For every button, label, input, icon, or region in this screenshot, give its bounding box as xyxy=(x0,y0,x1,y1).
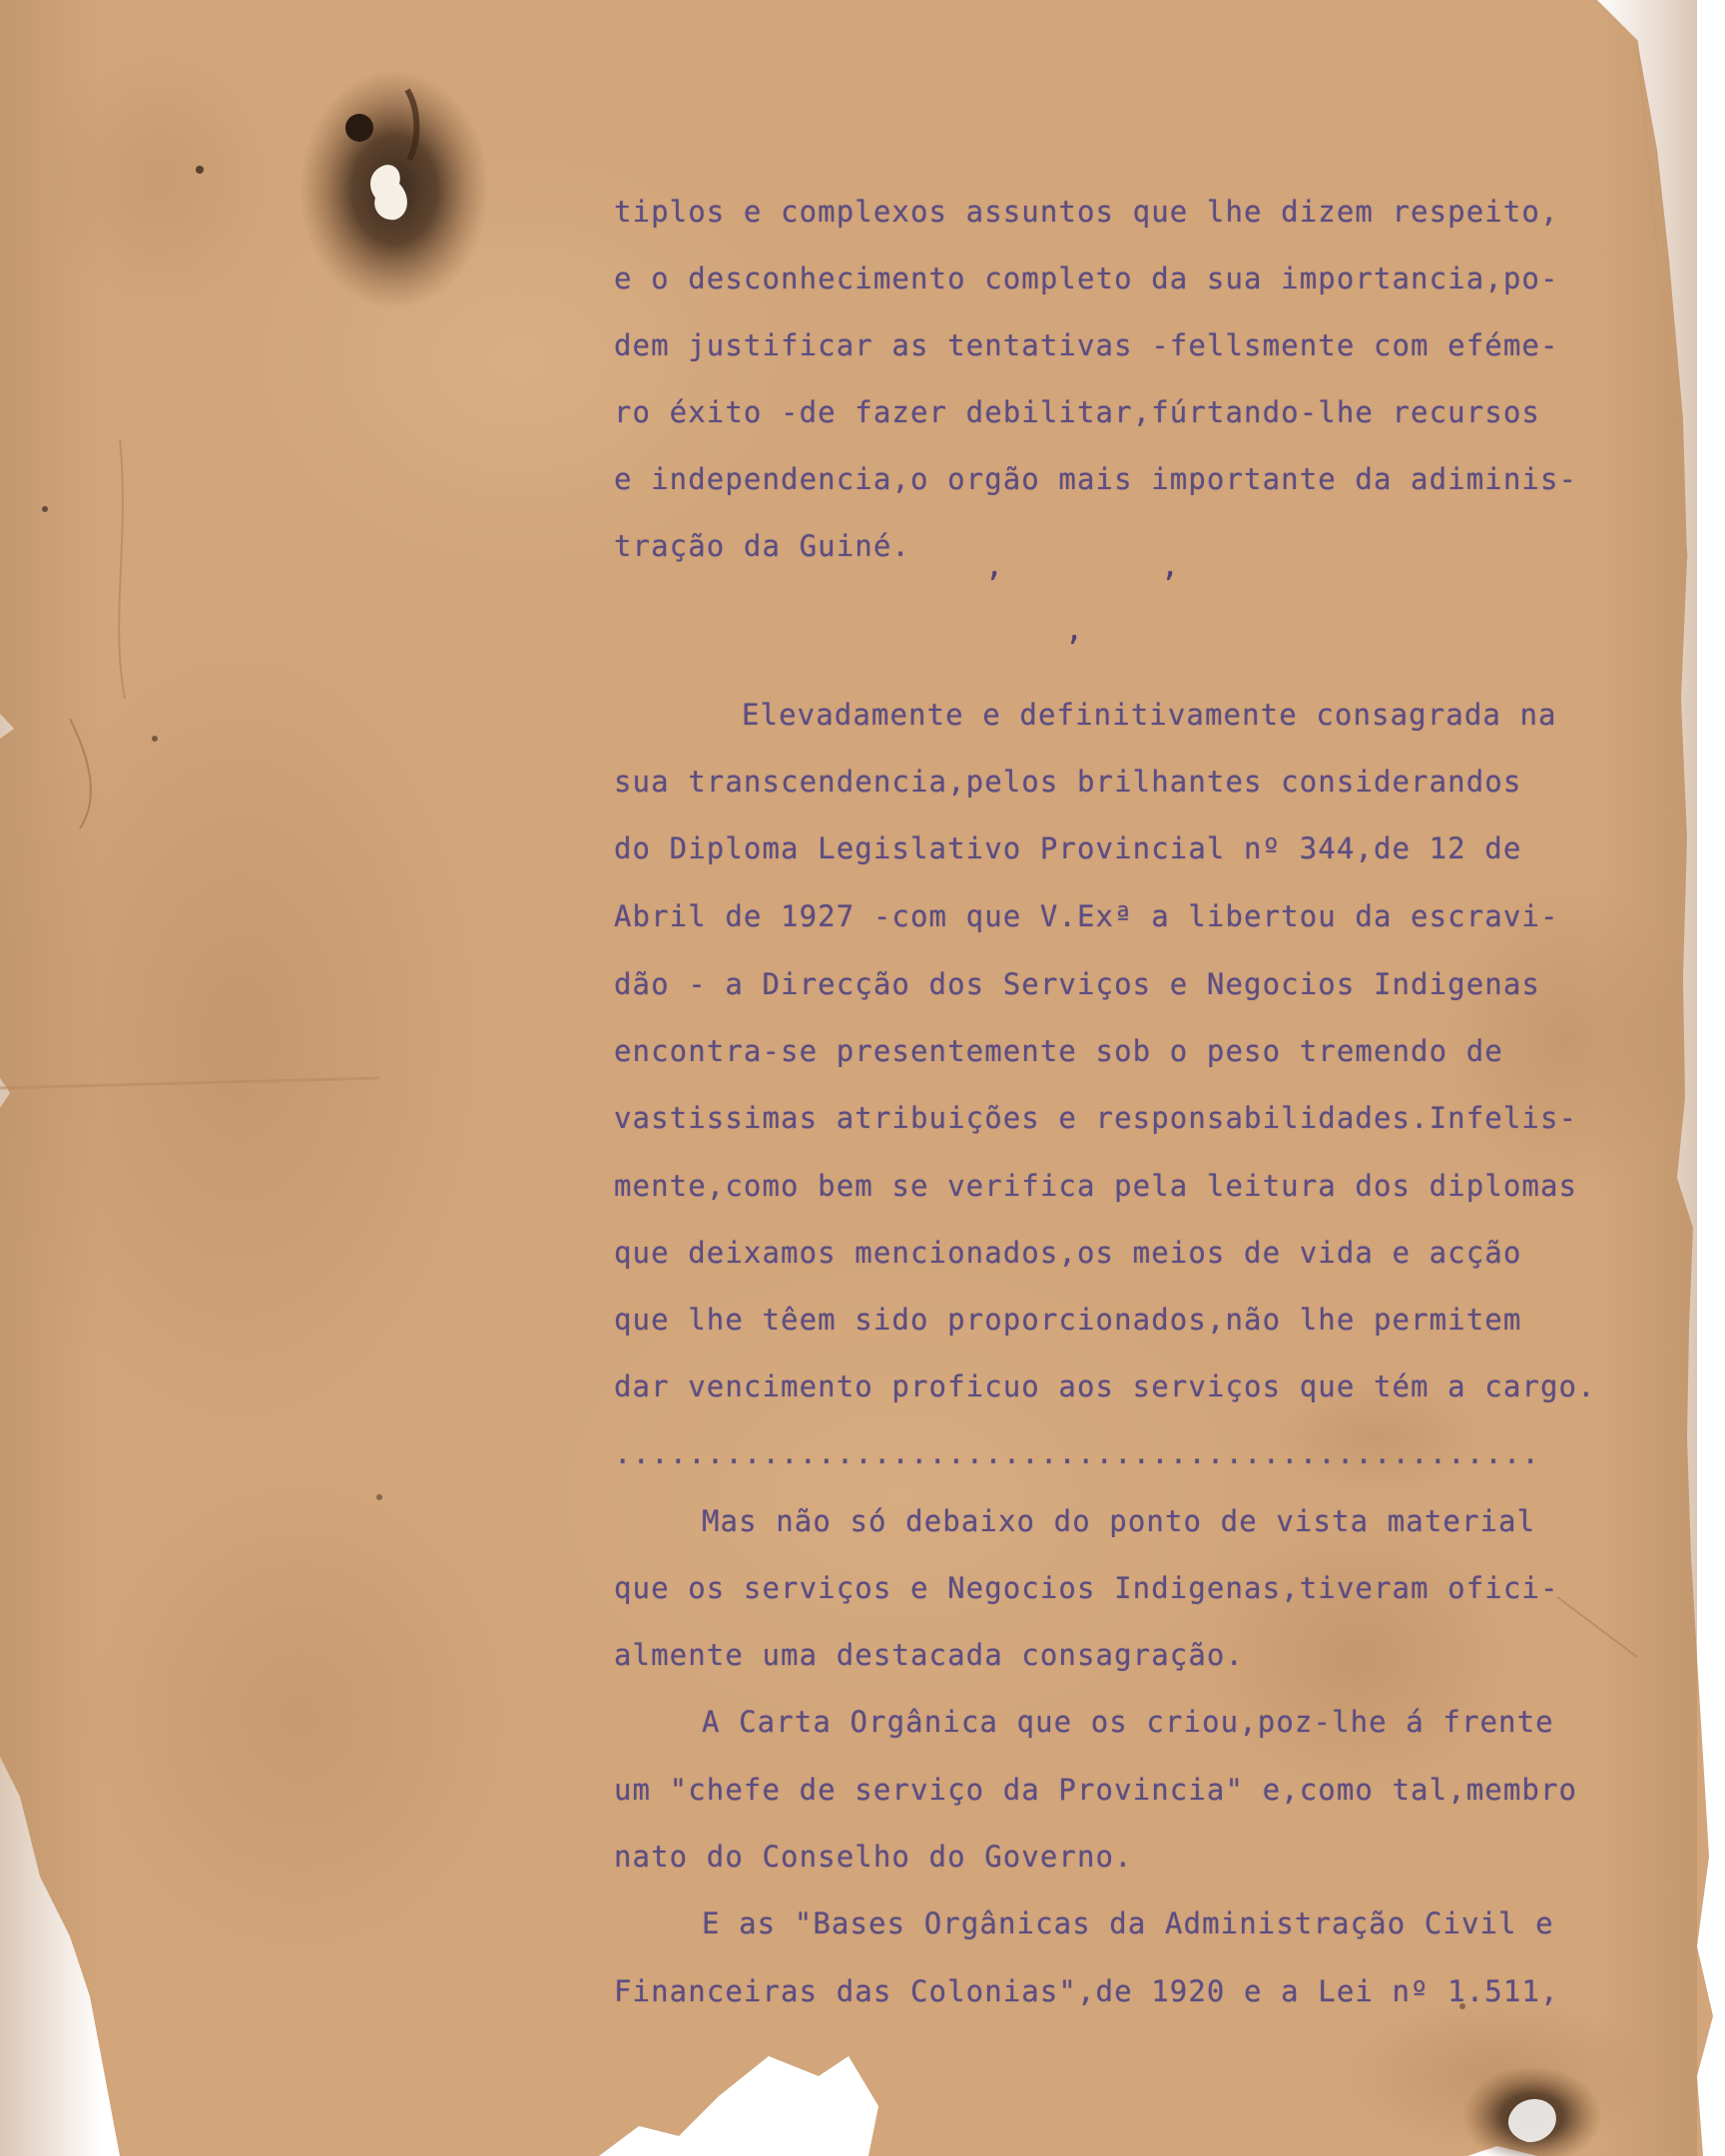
text-line: que deixamos mencionados,os meios de vida e acção xyxy=(614,1236,1522,1270)
stray-typewriter-mark: , xyxy=(985,549,1005,584)
text-line: dem justificar as tentativas -fellsmente com eféme- xyxy=(614,328,1559,362)
text-line: mente,como bem se verifica pela leitura dos diplomas xyxy=(614,1169,1578,1203)
text-line: E as "Bases Orgânicas da Administração Civil e xyxy=(702,1906,1554,1940)
text-line: Mas não só debaixo do ponto de vista material xyxy=(702,1504,1536,1538)
text-line: e independencia,o orgão mais importante da adiminis- xyxy=(614,462,1578,496)
text-line: que os serviços e Negocios Indigenas,tiveram ofici- xyxy=(614,1571,1559,1605)
text-line: e o desconhecimento completo da sua importancia,po- xyxy=(614,262,1559,295)
text-line: Financeiras das Colonias",de 1920 e a Lei nº 1.511, xyxy=(614,1974,1559,2008)
text-line: dar vencimento proficuo aos serviços que tém a cargo. xyxy=(614,1369,1596,1403)
text-line: um "chefe de serviço da Provincia" e,como tal,membro xyxy=(614,1773,1578,1807)
text-line: Abril de 1927 -com que V.Exª a libertou da escravi- xyxy=(614,899,1559,933)
text-line: que lhe têem sido proporcionados,não lhe permitem xyxy=(614,1303,1522,1337)
text-line: tração da Guiné. xyxy=(614,529,910,563)
text-line: almente uma destacada consagração. xyxy=(614,1638,1245,1672)
text-line: dão - a Direcção dos Serviços e Negocios Indigenas xyxy=(614,967,1540,1001)
text-line: Elevadamente e definitivamente consagrada na xyxy=(742,698,1557,732)
text-line: vastissimas atribuições e responsabilidades.Infelis- xyxy=(614,1101,1578,1135)
dotted-separator: .................................................. xyxy=(614,1436,1540,1470)
stray-typewriter-mark: , xyxy=(1065,613,1085,648)
text-line: do Diploma Legislativo Provincial nº 344,de 12 de xyxy=(614,831,1522,865)
text-line: sua transcendencia,pelos brilhantes considerandos xyxy=(614,765,1522,799)
typewritten-text xyxy=(614,178,1712,2054)
text-line: encontra-se presentemente sob o peso tremendo de xyxy=(614,1034,1503,1068)
stray-typewriter-mark: , xyxy=(1161,549,1181,584)
text-line: A Carta Orgânica que os criou,poz-lhe á frente xyxy=(702,1705,1554,1739)
text-line: ro éxito -de fazer debilitar,fúrtando-lhe recursos xyxy=(614,395,1540,429)
text-line: tiplos e complexos assuntos que lhe dizem respeito, xyxy=(614,195,1559,229)
text-line: nato do Conselho do Governo. xyxy=(614,1840,1133,1874)
